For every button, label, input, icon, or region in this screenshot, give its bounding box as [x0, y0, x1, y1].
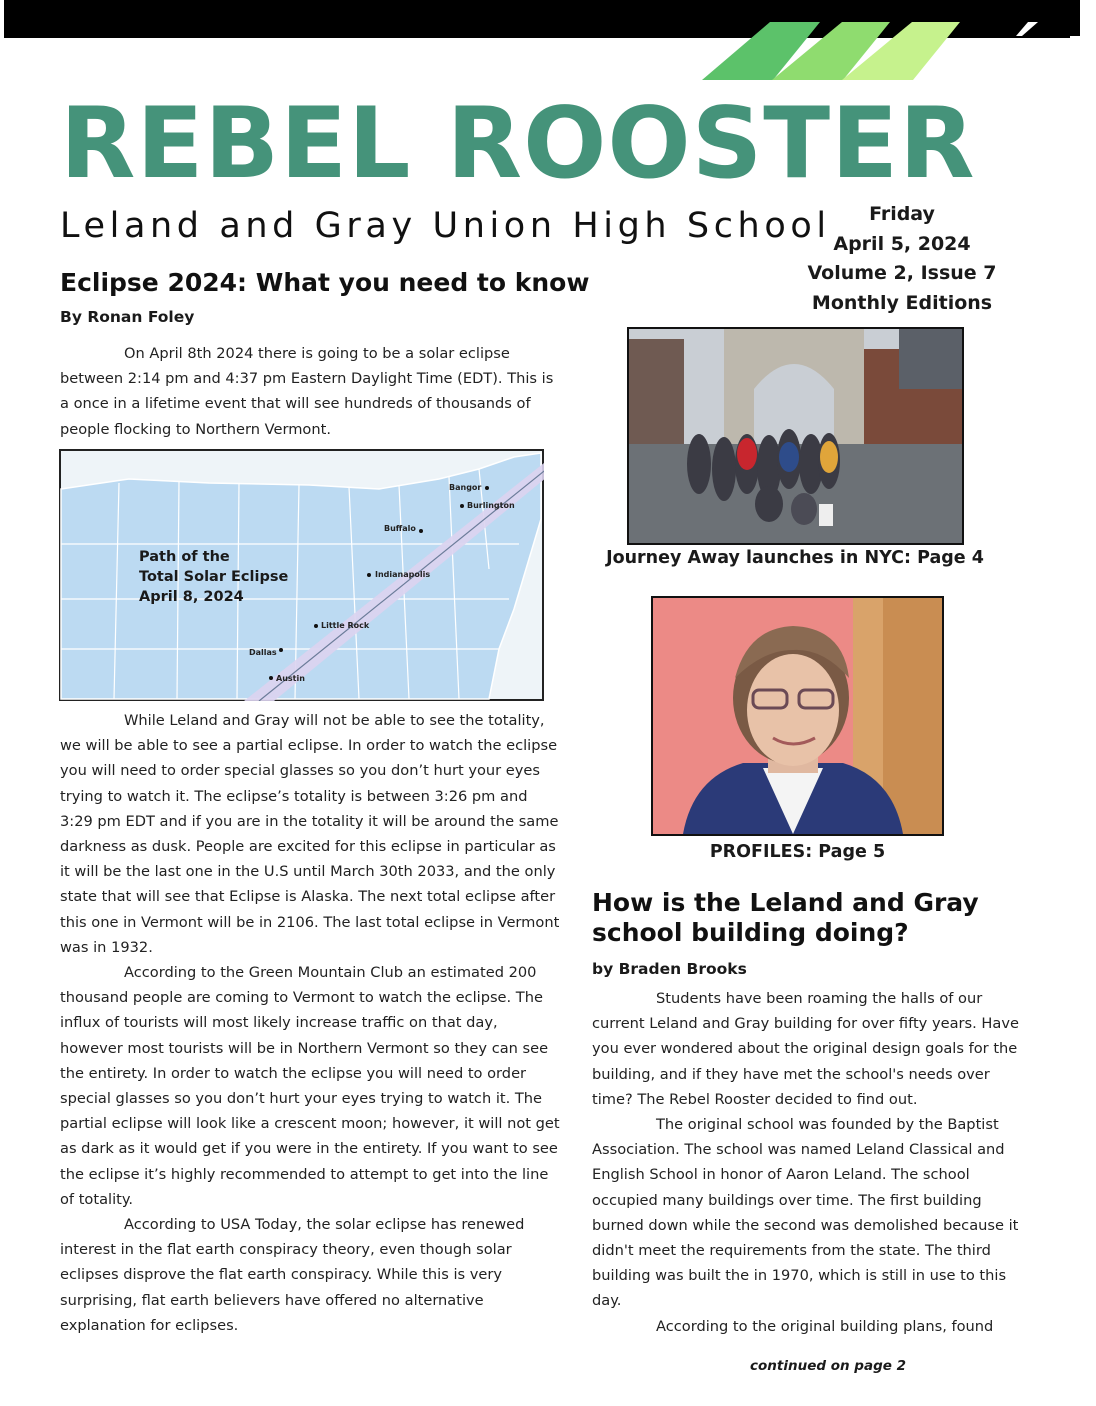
issue-date: April 5, 2024: [833, 232, 971, 255]
profile-photo: [651, 596, 944, 836]
issue-dateline: [802, 200, 1002, 318]
building-headline-line2: school building doing?: [592, 918, 909, 947]
eclipse-intro: [60, 341, 560, 442]
building-headline-line1: How is the Leland and Gray: [592, 888, 979, 917]
city-little-rock: Little Rock: [321, 621, 370, 630]
map-title-line3: April 8, 2024: [139, 589, 244, 605]
city-burlington: Burlington: [467, 501, 515, 510]
newspaper-title: REBEL ROOSTER: [60, 87, 976, 201]
issue-day: Friday: [869, 203, 935, 225]
eclipse-paragraph-3: According to USA Today, the solar eclipse has renewed interest in the flat earth conspiracy theory, even though solar eclipses disprove the flat earth conspiracy. While this is very surprising, flat earth believers have offered no alternative explanation for eclipses.: [60, 1216, 525, 1334]
continued-notice[interactable]: continued on page 2: [750, 1358, 906, 1374]
map-title-line2: Total Solar Eclipse: [139, 569, 289, 585]
building-paragraph-2: The original school was founded by the Baptist Association. The school was named Leland Classical and English School in honor of Aaron Leland. The school occupied many buildings over time. The first building burned down while the second was demolished because it didn't meet the requirements from the state. The third building was built the in 1970, which is still in use to this day.: [592, 1116, 1019, 1310]
profiles-caption[interactable]: PROFILES: Page 5: [709, 842, 886, 862]
eclipse-paragraph-2: According to the Green Mountain Club an estimated 200 thousand people are coming to Vermont to watch the eclipse. The influx of tourists will most likely increase traffic on that day, however most tourists will be in Northern Vermont so they can see the entirety. In order to watch the eclipse you will need to order special glasses so you don’t hurt your eyes trying to watch it. The partial eclipse will look like a crescent moon; however, it will not get as dark as it would get if you were in the entirety. If you want to see the eclipse it’s highly recommended to attempt to get into the line of totality.: [60, 964, 560, 1208]
building-paragraph-1: Students have been roaming the halls of our current Leland and Gray building for over fifty years. Have you ever wondered about the original design goals for the building, and if they have met the school's needs over time? The Rebel Rooster decided to find out.: [592, 990, 1019, 1108]
school-name: Leland and Gray Union High School: [60, 206, 831, 246]
eclipse-paragraph-1: While Leland and Gray will not be able to see the totality, we will be able to see a partial eclipse. In order to watch the eclipse you will need to order special glasses so you don’t hurt your eyes trying to watch it. The eclipse’s totality is between 3:26 pm and 3:29 pm EDT and if you are in the totality it will be around the same darkness as dusk. People are excited for this eclipse in particular as it will be the last one in the U.S until March 30th 2033, and the only state that will see that Eclipse is Alaska. The next total eclipse after this one in Vermont will be in 2106. The last total eclipse in Vermont was in 1932.: [60, 712, 560, 956]
nyc-caption[interactable]: Journey Away launches in NYC: Page 4: [606, 548, 984, 568]
building-headline: [592, 888, 979, 948]
building-body: [592, 986, 1032, 1339]
eclipse-headline: Eclipse 2024: What you need to know: [60, 268, 590, 297]
building-paragraph-3: According to the original building plans, found: [656, 1317, 994, 1335]
issue-edition: Monthly Editions: [811, 291, 993, 314]
city-indianapolis: Indianapolis: [375, 570, 431, 579]
green-stripes-decoration: [700, 0, 1080, 82]
nyc-group-photo: [627, 327, 964, 545]
issue-volume: Volume 2, Issue 7: [807, 262, 997, 284]
eclipse-byline: By Ronan Foley: [60, 308, 195, 326]
eclipse-body: [60, 708, 560, 1338]
profile-photo-illustration: [653, 598, 942, 834]
city-austin: Austin: [276, 674, 305, 683]
map-title-line1: Path of the: [139, 549, 230, 565]
city-bangor: Bangor: [449, 483, 482, 492]
building-byline: by Braden Brooks: [592, 960, 747, 978]
city-dallas: Dallas: [249, 648, 277, 657]
eclipse-intro-paragraph: On April 8th 2024 there is going to be a solar eclipse between 2:14 pm and 4:37 pm Eastern Daylight Time (EDT). This is a once in a lifetime event that will see hundreds of thousands of people flocking to Northern Vermont.: [60, 345, 554, 438]
city-buffalo: Buffalo: [384, 524, 416, 533]
eclipse-path-map: [59, 449, 544, 701]
nyc-photo-illustration: [629, 329, 962, 543]
